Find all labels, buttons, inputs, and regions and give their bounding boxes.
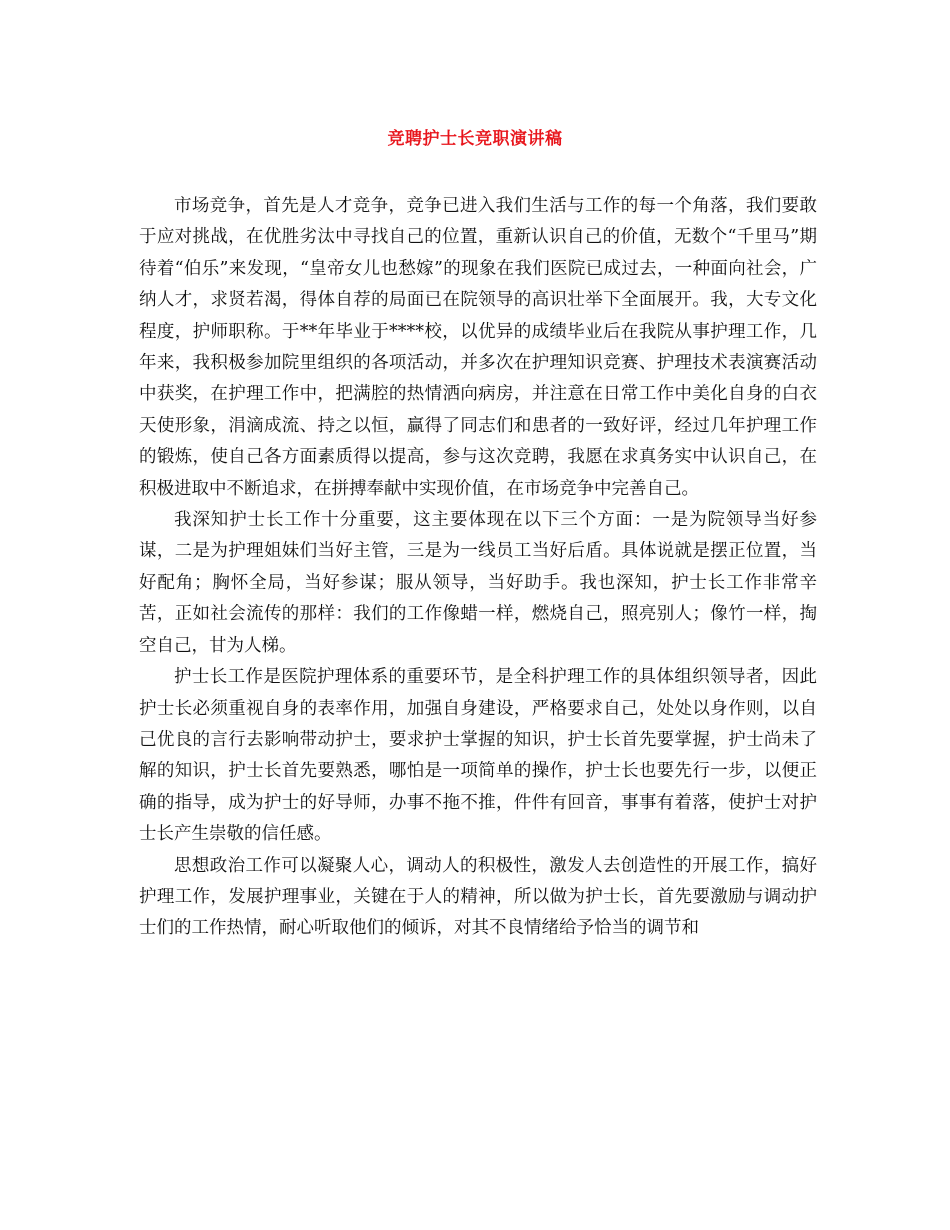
document-body: [139, 191, 817, 945]
paragraph-2: 我深知护士长工作十分重要，这主要体现在以下三个方面：一是为院领导当好参谋，二是为护理姐妹们当好主管，三是为一线员工当好后盾。具体说就是摆正位置，当好配角；胸怀全局，当好参谋；服从领导，当好助手。我也深知，护士长工作非常辛苦，正如社会流传的那样：我们的工作像蜡一样，燃烧自己，照亮别人；像竹一样，掏空自己，甘为人梯。: [139, 510, 817, 656]
paragraph-4: 思想政治工作可以凝聚人心，调动人的积极性，激发人去创造性的开展工作，搞好护理工作，发展护理事业，关键在于人的精神，所以做为护士长，首先要激励与调动护士们的工作热情，耐心听取他们的倾诉，对其不良情绪给予恰当的调节和: [139, 855, 817, 939]
paragraph-1: 市场竞争，首先是人才竞争，竞争已进入我们生活与工作的每一个角落，我们要敢于应对挑战，在优胜劣汰中寻找自己的位置，重新认识自己的价值，无数个“千里马”期待着“伯乐”来发现，“皇帝女儿也愁嫁”的现象在我们医院已成过去，一种面向社会，广纳人才，求贤若渴，得体自荐的局面已在院领导的高识壮举下全面展开。我，大专文化程度，护师职称。于**年毕业于****校，以优异的成绩毕业后在我院从事护理工作，几年来，我积极参加院里组织的各项活动，并多次在护理知识竞赛、护理技术表演赛活动中获奖，在护理工作中，把满腔的热情洒向病房，并注意在日常工作中美化自身的白衣天使形象，涓滴成流、持之以恒，赢得了同志们和患者的一致好评，经过几年护理工作的锻炼，使自己各方面素质得以提高，参与这次竞聘，我愿在求真务实中认识自己，在积极进取中不断追求，在拼搏奉献中实现价值，在市场竞争中完善自己。: [139, 196, 817, 499]
paragraph-3: 护士长工作是医院护理体系的重要环节，是全科护理工作的具体组织领导者，因此护士长必须重视自身的表率作用，加强自身建设，严格要求自己，处处以身作则，以自己优良的言行去影响带动护士，要求护士掌握的知识，护士长首先要掌握，护士尚未了解的知识，护士长首先要熟悉，哪怕是一项简单的操作，护士长也要先行一步，以便正确的指导，成为护士的好导师，办事不拖不推，件件有回音，事事有着落，使护士对护士长产生崇敬的信任感。: [139, 667, 817, 845]
document-title: 竞聘护士长竞职演讲稿: [387, 129, 563, 149]
